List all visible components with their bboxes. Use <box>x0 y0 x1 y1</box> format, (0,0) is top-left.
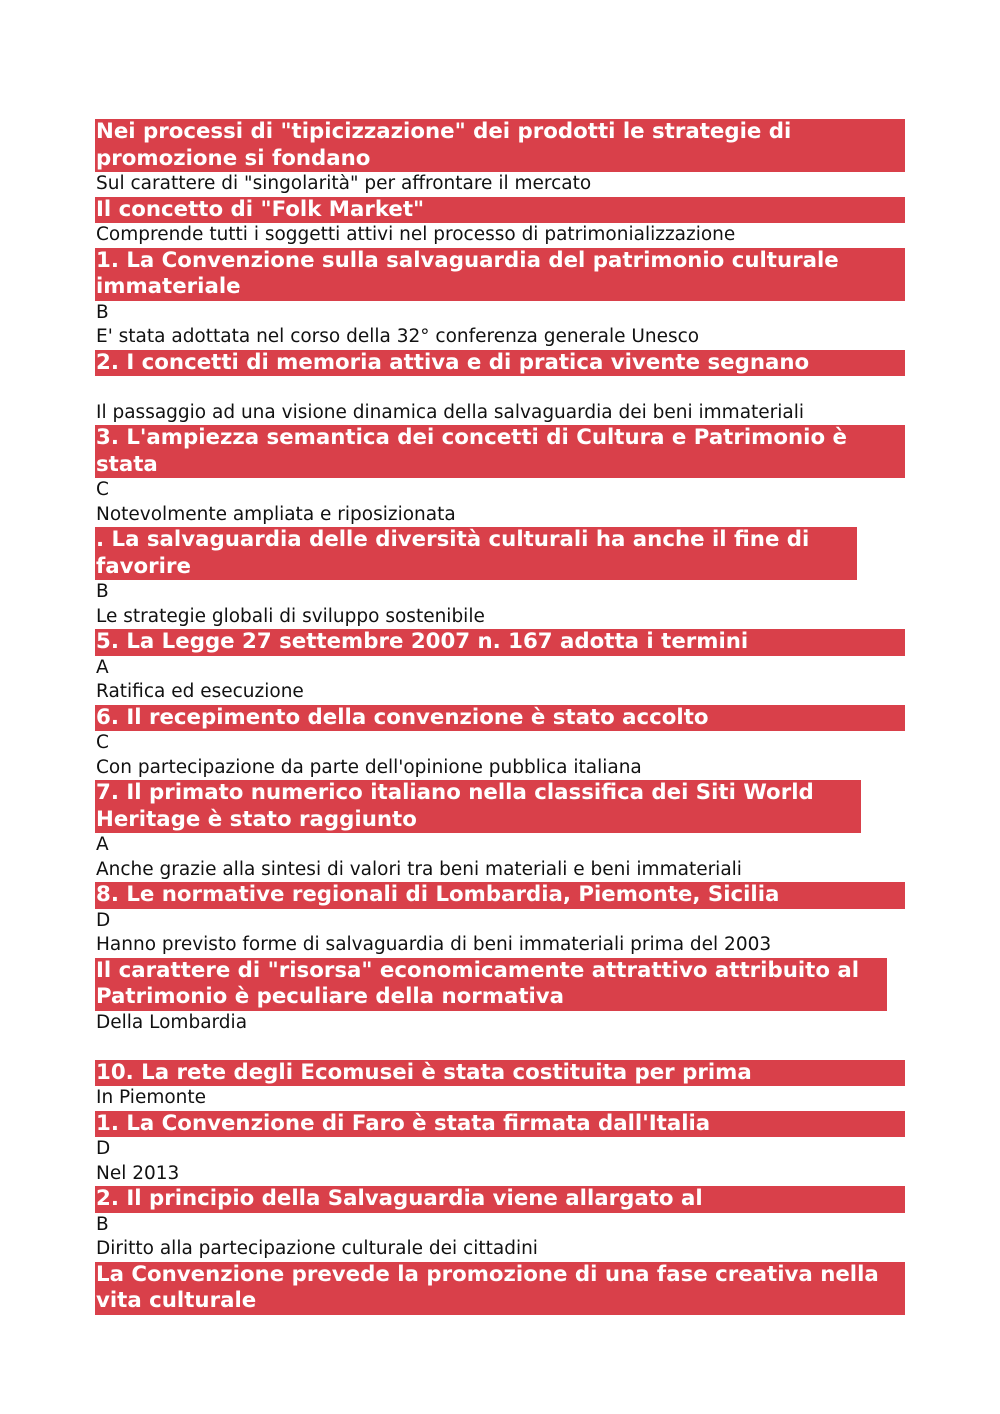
question-heading: Il concetto di "Folk Market" <box>95 197 905 224</box>
answer-text: Le strategie globali di sviluppo sostenibile <box>96 605 485 627</box>
answer-letter: A <box>96 834 109 855</box>
answer-text: Comprende tutti i soggetti attivi nel processo di patrimonializzazione <box>96 224 736 245</box>
blank-line <box>95 376 905 401</box>
answer-text: Notevolmente ampliata e riposizionata <box>96 503 456 525</box>
answer-text: Il passaggio ad una visione dinamica della salvaguardia dei beni immateriali <box>96 401 805 423</box>
answer-text: Ratifica ed esecuzione <box>96 681 304 702</box>
question-heading: 1. La Convenzione sulla salvaguardia del patrimonio culturale immateriale <box>95 248 905 301</box>
answer-text: E' stata adottata nel corso della 32° conferenza generale Unesco <box>96 326 700 347</box>
question-heading: La Convenzione prevede la promozione di una fase creativa nella vita culturale <box>95 1262 905 1315</box>
answer-text: Hanno previsto forme di salvaguardia di beni immateriali prima del 2003 <box>96 934 772 955</box>
question-heading: 2. Il principio della Salvaguardia viene allargato al <box>95 1186 905 1213</box>
answer-text: Anche grazie alla sintesi di valori tra beni materiali e beni immateriali <box>96 858 742 880</box>
answer-letter: A <box>96 656 109 678</box>
question-heading: 6. Il recepimento della convenzione è stato accolto <box>95 705 905 732</box>
question-heading: 8. Le normative regionali di Lombardia, Piemonte, Sicilia <box>95 882 905 909</box>
answer-text: Della Lombardia <box>96 1011 248 1033</box>
answer-text: Diritto alla partecipazione culturale dei cittadini <box>96 1238 538 1259</box>
answer-text: In Piemonte <box>96 1087 207 1108</box>
answer-letter: B <box>96 1213 109 1235</box>
answer-letter: C <box>96 479 109 500</box>
question-heading: 7. Il primato numerico italiano nella classifica dei Siti World Heritage è stato raggiunto <box>95 780 861 833</box>
question-heading: 3. L'ampiezza semantica dei concetti di Cultura e Patrimonio è stata <box>95 425 905 478</box>
question-heading: 2. I concetti di memoria attiva e di pratica vivente segnano <box>95 350 905 377</box>
question-heading: . La salvaguardia delle diversità culturali ha anche il fine di favorire <box>95 527 857 580</box>
question-heading: Nei processi di "tipicizzazione" dei prodotti le strategie di promozione si fondano <box>95 119 905 172</box>
answer-letter: C <box>96 732 109 753</box>
answer-letter: B <box>96 301 109 323</box>
answer-letter: B <box>96 581 109 602</box>
answer-text: Nel 2013 <box>96 1162 180 1184</box>
answer-letter: D <box>96 909 111 931</box>
quiz-document <box>95 119 905 1315</box>
answer-letter: D <box>96 1138 111 1159</box>
blank-line <box>95 1035 905 1060</box>
question-heading: 5. La Legge 27 settembre 2007 n. 167 adotta i termini <box>95 629 905 656</box>
question-heading: 10. La rete degli Ecomusei è stata costituita per prima <box>95 1060 905 1087</box>
answer-text: Con partecipazione da parte dell'opinione pubblica italiana <box>96 756 642 778</box>
answer-text: Sul carattere di "singolarità" per affrontare il mercato <box>96 173 592 194</box>
question-heading: Il carattere di "risorsa" economicamente attrattivo attribuito al Patrimonio è peculiare della normativa <box>95 958 887 1011</box>
question-heading: 1. La Convenzione di Faro è stata firmata dall'Italia <box>95 1111 905 1138</box>
